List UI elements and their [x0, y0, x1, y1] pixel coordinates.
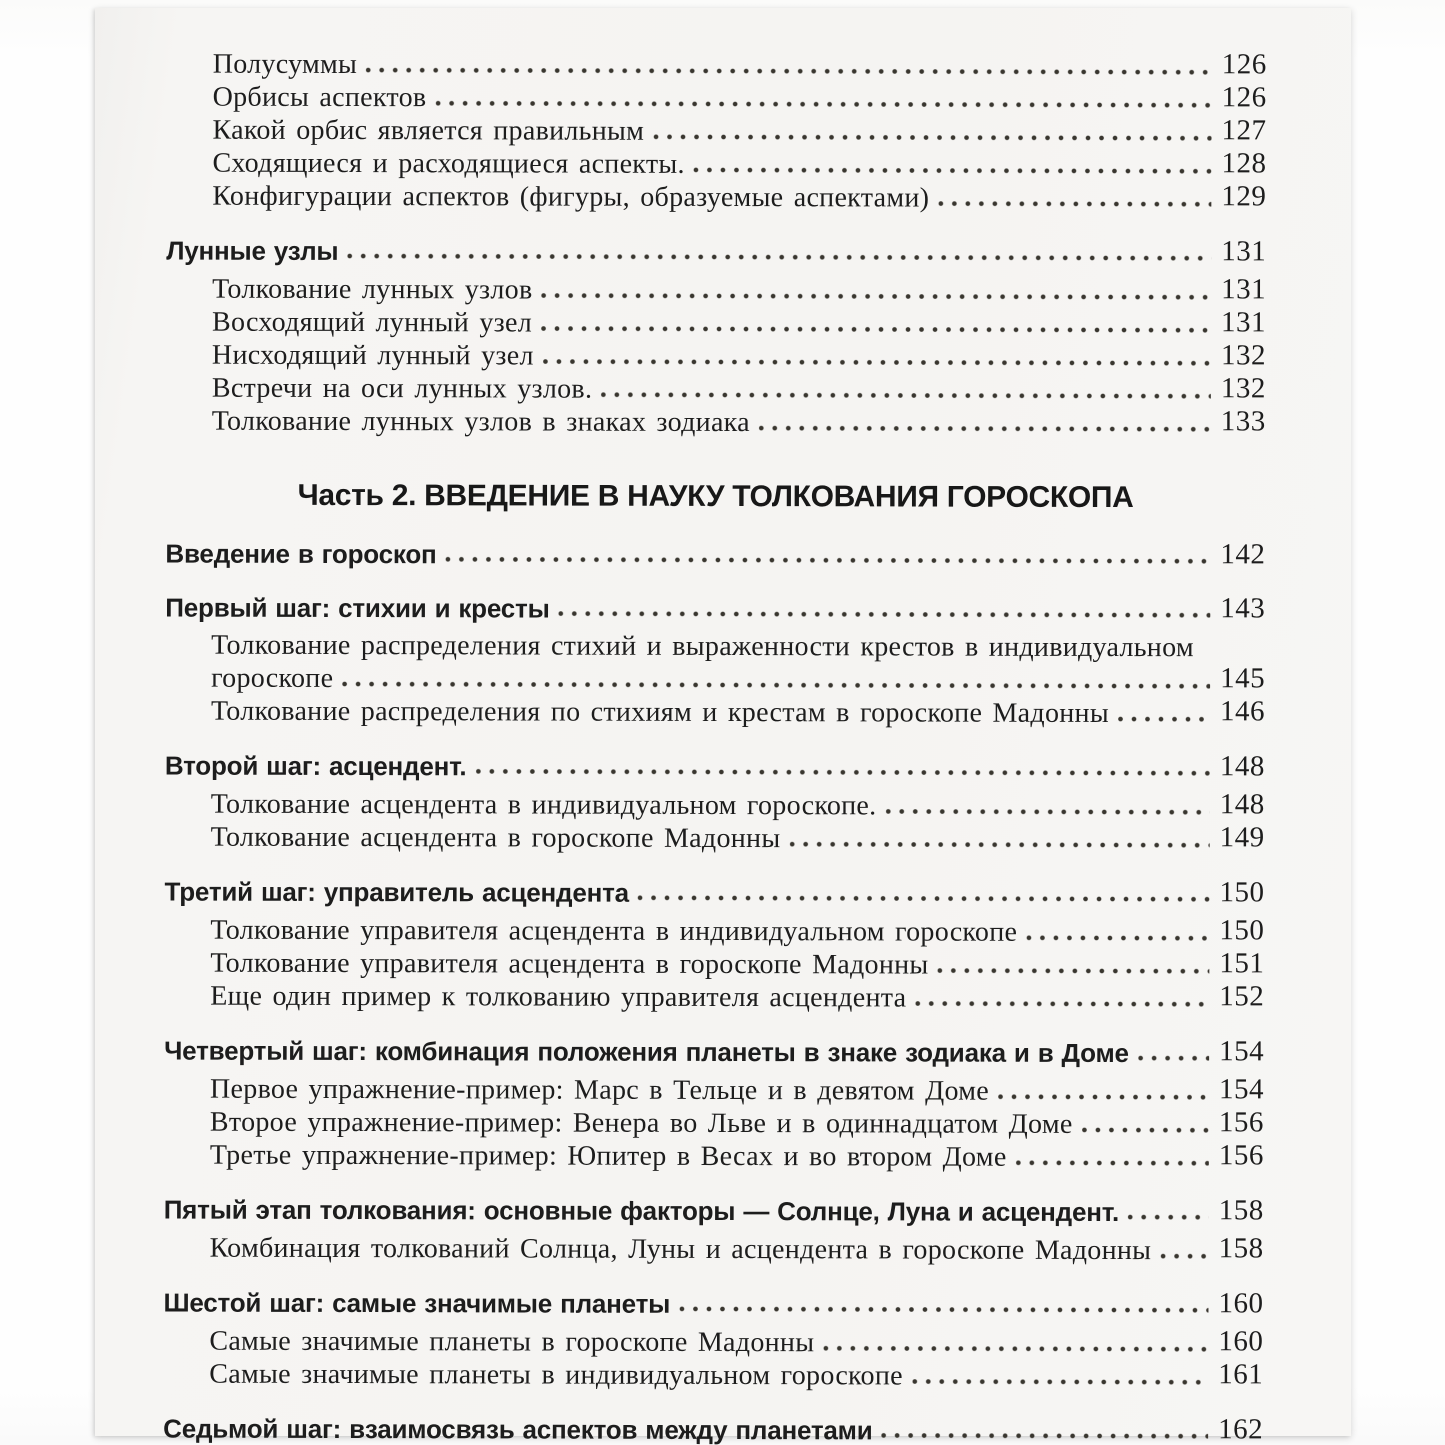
toc-entry [164, 1140, 1264, 1174]
toc-entry [166, 307, 1266, 341]
dot-leader-icon [342, 681, 1210, 689]
toc-entry [163, 1326, 1263, 1360]
dot-leader-icon [638, 895, 1210, 902]
dot-leader-icon [789, 841, 1209, 848]
entry-label: Шестой шаг: самые значимые планеты [163, 1287, 671, 1319]
toc-entry [164, 1107, 1264, 1141]
toc-entry [164, 1233, 1264, 1267]
dot-leader-icon [938, 968, 1210, 975]
dot-leader-icon [435, 100, 1211, 108]
toc-section-entry [164, 1195, 1264, 1228]
toc-group [166, 236, 1267, 440]
toc-section-entry [165, 593, 1265, 626]
page-number: 128 [1221, 147, 1267, 180]
page-number: 131 [1221, 235, 1267, 268]
toc-entry [165, 663, 1265, 697]
page-number: 132 [1220, 372, 1266, 405]
entry-label: Орбисы аспектов [212, 81, 427, 114]
page-number: 133 [1220, 405, 1266, 438]
page-number: 154 [1219, 1035, 1265, 1068]
toc-section-entry [163, 1414, 1263, 1445]
entry-label: Самые значимые планеты в индивидуальном гороскопе [209, 1358, 903, 1392]
toc-entry [167, 115, 1267, 149]
toc-entry [165, 631, 1265, 664]
dot-leader-icon [446, 556, 1211, 564]
entry-label: Второй шаг: асцендент. [164, 750, 467, 782]
toc-entry [166, 373, 1266, 407]
toc-entry [166, 340, 1266, 374]
dot-leader-icon [347, 253, 1211, 261]
entry-label: Толкование асцендента в индивидуальном гороскопе. [210, 788, 877, 822]
entry-label: Толкование распределения по стихиям и крестам в гороскопе Мадонны [210, 695, 1110, 730]
entry-label: Толкование лунных узлов [212, 273, 533, 306]
page-number: 150 [1219, 876, 1265, 909]
toc-entry [164, 981, 1264, 1015]
entry-label: Третье упражнение-пример: Юпитер в Весах и во втором Доме [209, 1139, 1007, 1173]
page-number: 126 [1221, 48, 1267, 81]
entry-label: Еще один пример к толкованию управителя асцендента [210, 980, 907, 1014]
dot-leader-icon [541, 326, 1211, 334]
toc-entry [167, 82, 1267, 116]
dot-leader-icon [885, 808, 1209, 815]
page-number: 154 [1218, 1073, 1265, 1106]
entry-label: Толкование лунных узлов в знаках зодиака [211, 405, 750, 439]
page-number: 149 [1219, 821, 1265, 854]
toc-entry [165, 822, 1265, 856]
entry-label: Толкование распределения стихий и выраженности крестов в индивидуальном [211, 629, 1194, 664]
toc-entry [163, 1359, 1263, 1393]
page-number: 156 [1218, 1106, 1264, 1139]
dot-leader-icon [679, 1306, 1208, 1313]
dot-leader-icon [759, 425, 1211, 432]
toc-entry [165, 789, 1265, 823]
entry-label: Первое упражнение-пример: Марс в Тельце и в девятом Доме [209, 1073, 990, 1107]
toc-section-entry [165, 539, 1265, 572]
dot-leader-icon [881, 1432, 1208, 1439]
entry-label: Самые значимые планеты в гороскопе Мадонны [209, 1325, 815, 1359]
entry-label: Толкование управителя асцендента в индивидуальном гороскопе [210, 914, 1018, 948]
toc-entry [164, 1074, 1264, 1108]
toc-page [95, 8, 1351, 1445]
entry-label: Полусуммы [212, 48, 358, 81]
entry-label: Второе упражнение-пример: Венера во Льве и в одиннадцатом Доме [209, 1106, 1073, 1140]
entry-label: Толкование асцендента в гороскопе Мадонны [210, 821, 781, 855]
entry-label: Лунные узлы [166, 235, 339, 266]
page-number: 129 [1221, 180, 1267, 213]
dot-leader-icon [541, 293, 1211, 301]
page-number: 131 [1221, 273, 1267, 306]
dot-leader-icon [1016, 1160, 1209, 1167]
dot-leader-icon [1118, 716, 1210, 722]
page-number: 160 [1218, 1325, 1264, 1358]
page-number: 143 [1220, 592, 1266, 625]
page-number: 160 [1218, 1287, 1264, 1320]
dot-leader-icon [601, 392, 1211, 400]
entry-label: Конфигурации аспектов (фигуры, образуемые аспектами) [212, 180, 930, 214]
toc-entry [164, 948, 1264, 982]
toc-entry [167, 49, 1267, 83]
page-number: 150 [1219, 914, 1265, 947]
page-number: 158 [1218, 1194, 1264, 1227]
entry-label: Восходящий лунный узел [212, 306, 533, 339]
dot-leader-icon [366, 67, 1212, 75]
entry-label: Сходящиеся и расходящиеся аспекты. [212, 147, 685, 180]
page-number: 131 [1221, 306, 1267, 339]
toc-section-entry [166, 236, 1266, 269]
entry-label: Первый шаг: стихии и кресты [165, 592, 550, 624]
dot-leader-icon [1160, 1253, 1208, 1259]
toc-group [163, 1288, 1263, 1393]
dot-leader-icon [1138, 1055, 1209, 1061]
toc-entry [166, 406, 1266, 440]
toc-entry [164, 915, 1264, 949]
entry-label: Толкование управителя асцендента в гороскопе Мадонны [210, 947, 929, 981]
toc-group [164, 1195, 1264, 1267]
entry-label: Нисходящий лунный узел [211, 339, 534, 372]
dot-leader-icon [1082, 1127, 1209, 1133]
page-number: 132 [1220, 339, 1267, 372]
toc-section-entry [165, 877, 1265, 910]
entry-label: Третий шаг: управитель асцендента [164, 876, 629, 908]
page-number: 126 [1221, 81, 1267, 114]
dot-leader-icon [543, 359, 1211, 367]
dot-leader-icon [823, 1345, 1208, 1352]
entry-label: гороскопе [211, 662, 334, 694]
page-number: 151 [1219, 947, 1265, 980]
page-number: 142 [1220, 538, 1266, 571]
page-number: 158 [1218, 1232, 1264, 1265]
table-of-contents [93, 6, 1353, 1445]
toc-entry [166, 274, 1266, 308]
page-number: 127 [1221, 114, 1267, 147]
dot-leader-icon [694, 167, 1212, 174]
page-number: 156 [1218, 1139, 1264, 1172]
entry-label: Четвертый шаг: комбинация положения планеты в знаке зодиака и в Доме [164, 1035, 1129, 1069]
dot-leader-icon [998, 1094, 1209, 1101]
dot-leader-icon [938, 201, 1211, 208]
toc-section-entry [164, 1036, 1264, 1069]
page-number: 148 [1219, 788, 1265, 821]
dot-leader-icon [475, 768, 1209, 776]
entry-label: Встречи на оси лунных узлов. [211, 372, 593, 405]
toc-group [163, 1414, 1263, 1445]
page-number: 162 [1218, 1413, 1264, 1445]
toc-entry [166, 181, 1266, 215]
dot-leader-icon [1026, 935, 1209, 941]
toc-section-entry [163, 1288, 1263, 1321]
toc-group [165, 593, 1265, 730]
toc-section-entry [165, 751, 1265, 784]
dot-leader-icon [915, 1001, 1209, 1008]
entry-label: Комбинация толкований Солнца, Луны и асцендента в гороскопе Мадонны [209, 1232, 1152, 1267]
toc-entry [165, 696, 1265, 730]
part-heading: Часть 2. ВВЕДЕНИЕ В НАУКУ ТОЛКОВАНИЯ ГОРОСКОПА [297, 478, 1134, 515]
entry-label: Пятый этап толкования: основные факторы — Солнце, Луна и асцендент. [163, 1194, 1120, 1228]
page-number: 152 [1219, 980, 1265, 1013]
toc-group [165, 751, 1265, 856]
dot-leader-icon [653, 134, 1211, 141]
toc-group [166, 49, 1266, 215]
page-number: 146 [1219, 695, 1266, 728]
toc-entry [166, 148, 1266, 182]
toc-group [164, 877, 1264, 1015]
dot-leader-icon [912, 1378, 1208, 1385]
page-number: 148 [1219, 750, 1265, 783]
entry-label: Седьмой шаг: взаимосвязь аспектов между планетами [163, 1413, 873, 1445]
toc-group [164, 1036, 1264, 1174]
dot-leader-icon [1128, 1214, 1209, 1220]
dot-leader-icon [559, 611, 1211, 619]
entry-label: Какой орбис является правильным [212, 114, 645, 147]
page-number: 161 [1218, 1358, 1264, 1391]
entry-label: Введение в гороскоп [165, 538, 437, 570]
page-number: 145 [1220, 662, 1266, 695]
toc-group [165, 539, 1265, 572]
